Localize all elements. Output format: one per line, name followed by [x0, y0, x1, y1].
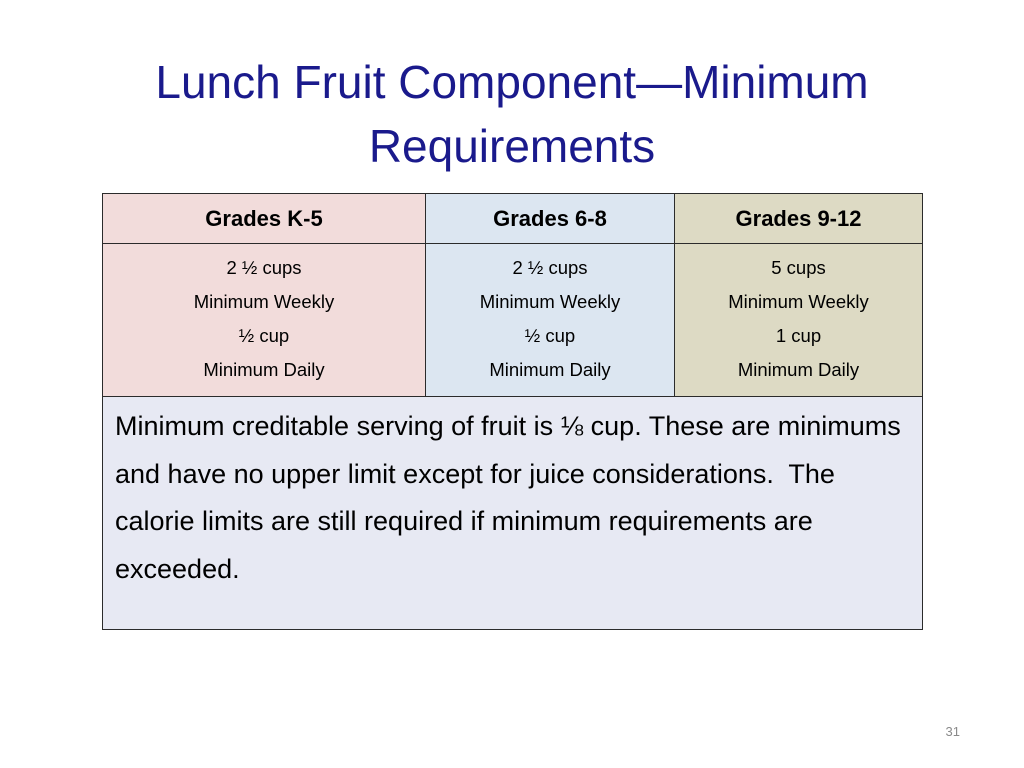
requirements-table: [102, 193, 923, 630]
weekly-amount: 5 cups: [771, 257, 826, 278]
header-grades-6-8: Grades 6-8: [426, 194, 675, 244]
weekly-label: Minimum Weekly: [193, 291, 335, 312]
header-grades-k-5: Grades K-5: [103, 194, 426, 244]
header-row: [103, 194, 923, 244]
daily-label: Minimum Daily: [203, 359, 325, 380]
weekly-amount: 2 ½ cups: [226, 257, 302, 278]
cell-grades-k-5: [103, 244, 426, 397]
cell-grades-9-12: [675, 244, 923, 397]
note-row: [103, 397, 923, 630]
daily-amount: ½ cup: [238, 325, 290, 346]
daily-amount: 1 cup: [775, 325, 822, 346]
daily-amount: ½ cup: [524, 325, 576, 346]
daily-label: Minimum Daily: [737, 359, 860, 380]
page-number: 31: [945, 724, 960, 739]
slide-title: Lunch Fruit Component—Minimum Requirements: [155, 56, 869, 172]
cell-grades-6-8: [426, 244, 675, 397]
header-grades-9-12: Grades 9-12: [675, 194, 923, 244]
daily-label: Minimum Daily: [489, 359, 611, 380]
weekly-label: Minimum Weekly: [479, 291, 621, 312]
note-text: Minimum creditable serving of fruit is ⅛ cup. These are minimums and have no upper limit except for juice considerations. The calorie limits are still required if minimum requirements are exceeded.: [103, 397, 923, 630]
weekly-label: Minimum Weekly: [728, 291, 869, 312]
values-row: [103, 244, 923, 397]
weekly-amount: 2 ½ cups: [512, 257, 588, 278]
